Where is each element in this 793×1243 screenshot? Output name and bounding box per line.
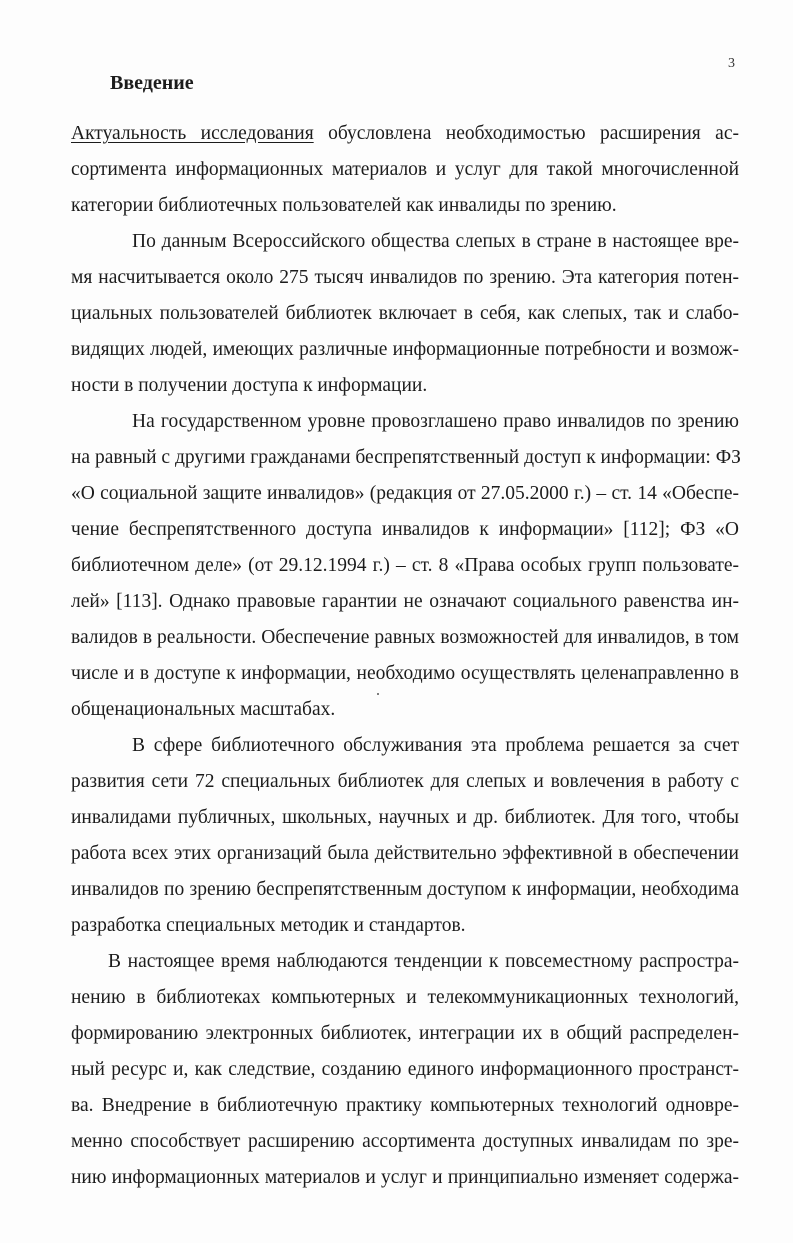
page-number: 3	[728, 56, 735, 71]
text-line: циальных пользователей библиотек включает в себя, как слепых, так и слабо-	[71, 303, 739, 324]
text-line: В сфере библиотечного обслуживания эта проблема решается за счет	[132, 735, 739, 756]
text-line: ва. Внедрение в библиотечную практику компьютерных технологий одновре-	[71, 1095, 739, 1116]
text-line: развития сети 72 специальных библиотек для слепых и вовлечения в работу с	[71, 771, 739, 792]
underlined-phrase: Актуальность исследования	[71, 123, 314, 144]
text-line: валидов в реальности. Обеспечение равных возможностей для инвалидов, в том	[71, 627, 739, 648]
text-line: категории библиотечных пользователей как инвалиды по зрению.	[71, 195, 617, 216]
text-line: В настоящее время наблюдаются тенденции к повсеместному распростра-	[108, 951, 739, 972]
text-line: сортимента информационных материалов и услуг для такой многочисленной	[71, 159, 739, 180]
text-line: ности в получении доступа к информации.	[71, 375, 428, 396]
text-line: нию информационных материалов и услуг и принципиально изменяет содержа-	[71, 1167, 739, 1188]
text-line: инвалидов по зрению беспрепятственным доступом к информации, необходима	[71, 879, 739, 900]
text-line: менно способствует расширению ассортимента доступных инвалидам по зре-	[71, 1131, 739, 1152]
text-line: общенациональных масштабах.	[71, 699, 336, 720]
text-line: формированию электронных библиотек, интеграции их в общий распределен-	[71, 1023, 739, 1044]
text-line: ный ресурс и, как следствие, созданию единого информационного пространст-	[71, 1059, 739, 1080]
text-line: лей» [113]. Однако правовые гарантии не означают социального равенства ин-	[71, 591, 739, 612]
text-line: библиотечном деле» (от 29.12.1994 г.) – ст. 8 «Права особых групп пользовате-	[71, 555, 739, 576]
scan-speck	[377, 693, 379, 695]
text-line: По данным Всероссийского общества слепых в стране в настоящее вре-	[132, 231, 739, 252]
text-line: нению в библиотеках компьютерных и телекоммуникационных технологий,	[71, 987, 739, 1008]
text-line: разработка специальных методик и стандартов.	[71, 915, 466, 936]
text-line: инвалидами публичных, школьных, научных и др. библиотек. Для того, чтобы	[71, 807, 739, 828]
text-line: работа всех этих организаций была действительно эффективной в обеспечении	[71, 843, 739, 864]
text-line: Актуальность исследования обусловлена необходимостью расширения ас-	[71, 123, 739, 144]
text-line: числе и в доступе к информации, необходимо осуществлять целенаправленно в	[71, 663, 739, 684]
text-line: «О социальной защите инвалидов» (редакция от 27.05.2000 г.) – ст. 14 «Обеспе-	[71, 483, 739, 504]
text-line: На государственном уровне провозглашено право инвалидов по зрению	[132, 411, 739, 432]
text-line: на равный с другими гражданами беспрепятственный доступ к информации: ФЗ	[71, 447, 741, 468]
section-heading: Введение	[110, 72, 194, 94]
text-line: мя насчитывается около 275 тысяч инвалидов по зрению. Эта категория потен-	[71, 267, 739, 288]
text-line: видящих людей, имеющих различные информационные потребности и возмож-	[71, 339, 739, 360]
text-line: чение беспрепятственного доступа инвалидов к информации» [112]; ФЗ «О	[71, 519, 739, 540]
